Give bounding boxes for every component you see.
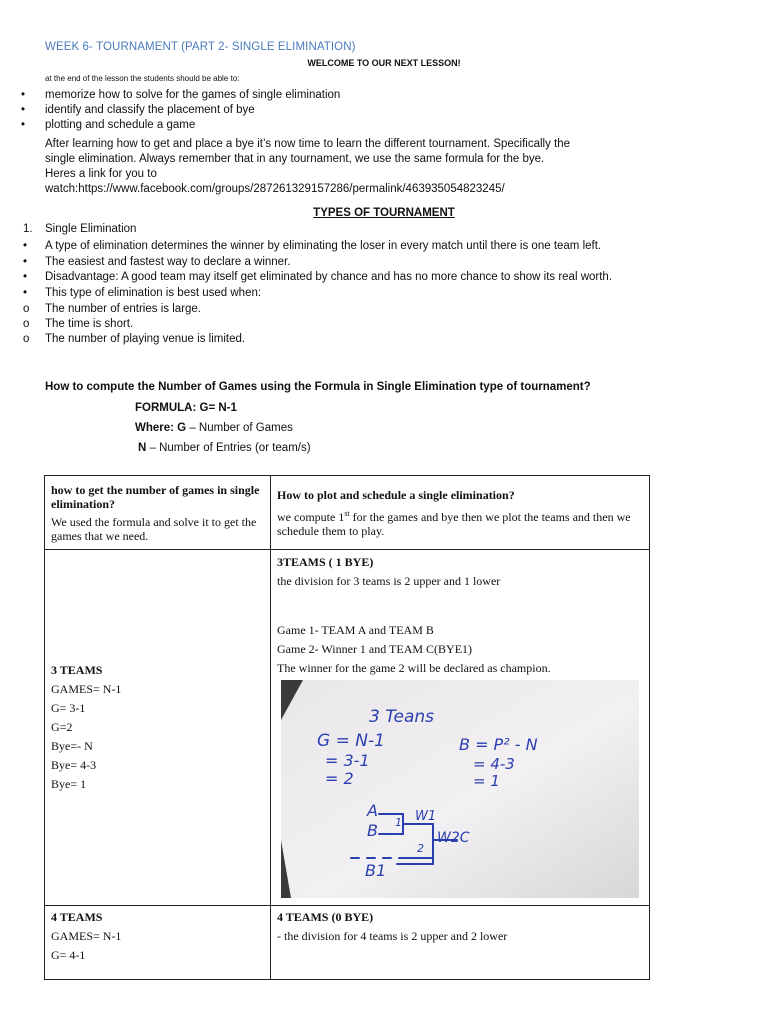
types-heading: TYPES OF TOURNAMENT (313, 207, 455, 219)
calc-line: G=2 (51, 720, 73, 734)
list-marker: • (23, 287, 28, 299)
photo-left-line: = 3-1 (325, 751, 370, 770)
bracket-label-a: A (367, 801, 378, 820)
bracket-label-b: B (367, 821, 378, 840)
bracket-label-b1: B1 (365, 861, 387, 880)
bracket-game-2: 2 (417, 842, 424, 855)
four-teams-plot-cell (271, 906, 650, 980)
list-item: • The easiest and fastest way to declare a winner. (23, 256, 291, 268)
header-right-text: we compute 1st for the games and bye then we plot the teams and then we schedule them to play. (277, 509, 631, 538)
table-row (45, 550, 650, 906)
division-text: - the division for 4 teams is 2 upper and 2 lower (277, 929, 508, 943)
list-marker: 1. (23, 223, 33, 235)
four-teams-cell (45, 906, 271, 980)
welcome-heading: WELCOME TO OUR NEXT LESSON! (307, 58, 461, 68)
list-item: • Disadvantage: A good team may itself get eliminated by chance and has no more chance to show its real worth. (23, 271, 613, 283)
types-list (0, 222, 720, 347)
game-line: The winner for the game 2 will be declared as champion. (277, 661, 551, 675)
list-item: 1. Single Elimination (23, 223, 137, 235)
header-left-title: how to get the number of games in single elimination? (51, 483, 260, 511)
bracket-game-1: 1 (395, 816, 402, 829)
list-marker: o (23, 333, 30, 345)
list-marker: o (23, 318, 30, 330)
header-right-title: How to plot and schedule a single elimination? (277, 488, 515, 502)
calc-line: Bye= 4-3 (51, 758, 97, 772)
photo-left-line: = 2 (325, 769, 354, 788)
entries-line: N – Number of Entries (or team/s) (138, 442, 311, 454)
list-item: • A type of elimination determines the winner by eliminating the loser in every match until there is one team left. (23, 240, 602, 252)
list-item: o The number of entries is large. (23, 303, 201, 315)
paragraph-line: single elimination. Always remember that in any tournament, we use the same formula for the bye. (45, 153, 545, 165)
paragraph-line: Heres a link for you to (45, 168, 157, 180)
paragraph-line: After learning how to get and place a bye it’s now time to learn the different tournament. Specifically the (45, 138, 571, 150)
photo-left-line: G = N-1 (317, 731, 385, 751)
four-teams-bye-title: 4 TEAMS (0 BYE) (277, 910, 374, 924)
list-marker: • (23, 271, 28, 283)
handwritten-bracket-photo (281, 680, 639, 898)
list-marker: • (23, 240, 28, 252)
table-row (45, 906, 650, 980)
list-item: • This type of elimination is best used when: (23, 287, 262, 299)
week-title: WEEK 6- TOURNAMENT (PART 2- SINGLE ELIMINATION) (45, 41, 356, 53)
header-left-cell (45, 476, 271, 550)
calc-line: G= 3-1 (51, 701, 86, 715)
division-text: the division for 3 teams is 2 upper and 1 lower (277, 574, 501, 588)
bracket-label-w1: W1 (415, 809, 437, 824)
video-link[interactable]: watch:https://www.facebook.com/groups/287261329157286/permalink/463935054823245/ (45, 183, 505, 195)
formula-question: How to compute the Number of Games using the Formula in Single Elimination type of tournament? (45, 381, 591, 393)
photo-right-line: = 1 (473, 772, 500, 790)
header-right-cell (271, 476, 650, 550)
calc-line: G= 4-1 (51, 948, 86, 962)
objectives-list (0, 88, 340, 133)
header-left-text: We used the formula and solve it to get the games that we need. (51, 515, 257, 543)
four-teams-title: 4 TEAMS (51, 910, 103, 924)
list-item: o The time is short. (23, 318, 134, 330)
calc-line: GAMES= N-1 (51, 929, 122, 943)
three-teams-plot-cell (271, 550, 650, 906)
list-marker: o (23, 303, 30, 315)
list-item: o The number of playing venue is limited. (23, 333, 246, 345)
calc-line: GAMES= N-1 (51, 682, 122, 696)
objective-item: • identify and classify the placement of bye (0, 103, 340, 118)
table-row (45, 476, 650, 550)
bracket-label-w2c: W2C (437, 830, 470, 846)
formula-text: FORMULA: G= N-1 (135, 402, 237, 414)
photo-right-line: B = P² - N (459, 735, 538, 754)
objective-item: • plotting and schedule a game (0, 118, 340, 133)
lesson-paragraph (45, 137, 705, 197)
game-line: Game 2- Winner 1 and TEAM C(BYE1) (277, 642, 473, 656)
game-line: Game 1- TEAM A and TEAM B (277, 623, 434, 637)
three-teams-title: 3 TEAMS (51, 663, 103, 677)
objectives-intro: at the end of the lesson the students should be able to: (45, 74, 240, 83)
photo-title: 3 Teans (369, 707, 435, 727)
calc-line: Bye= 1 (51, 777, 87, 791)
three-teams-cell (45, 550, 271, 906)
photo-right-line: = 4-3 (473, 755, 515, 773)
tournament-table (44, 475, 650, 980)
list-marker: • (23, 256, 28, 268)
three-teams-bye-title: 3TEAMS ( 1 BYE) (277, 555, 374, 569)
calc-line: Bye=- N (51, 739, 93, 753)
where-line: Where: G – Number of Games (135, 422, 293, 434)
objective-item: • memorize how to solve for the games of single elimination (0, 88, 340, 103)
